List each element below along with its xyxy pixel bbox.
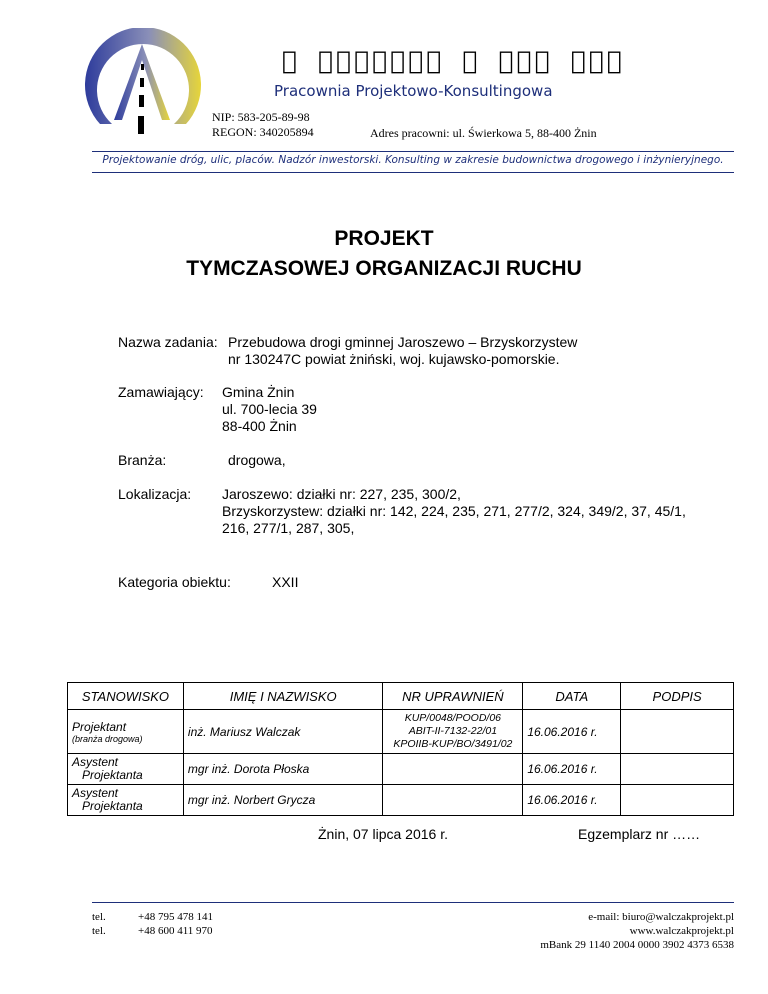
tagline: Projektowanie dróg, ulic, placów. Nadzór inwestorski. Konsulting w zakresie budownictwa drogowego i inżynieryjnego. bbox=[102, 154, 724, 166]
document-title-line-2: TYMCZASOWEJ ORGANIZACJI RUCHU bbox=[186, 257, 582, 280]
license-line-3: KPOIIB-KUP/BO/3491/02 bbox=[393, 738, 513, 750]
company-subtitle: Pracownia Projektowo-Konsultingowa bbox=[274, 82, 553, 100]
license-line-2: ABIT-II-7132-22/01 bbox=[408, 725, 498, 737]
company-logo bbox=[78, 28, 208, 140]
location-label: Lokalizacja: bbox=[118, 486, 192, 502]
name-cell: mgr inż. Norbert Grycza bbox=[183, 785, 383, 816]
email: e-mail: biuro@walczakprojekt.pl bbox=[588, 911, 734, 923]
role-note: (branża drogowa) bbox=[72, 733, 143, 744]
date-cell: 16.06.2016 r. bbox=[523, 785, 621, 816]
category-label: Kategoria obiektu: bbox=[118, 574, 231, 590]
company-name:                     bbox=[282, 46, 625, 75]
location-line-1: Jaroszewo: działki nr: 227, 235, 300/2, bbox=[222, 486, 461, 502]
license-line-1: KUP/0048/POOD/06 bbox=[404, 712, 502, 724]
office-address: Adres pracowni: ul. Świerkowa 5, 88-400 Żnin bbox=[370, 126, 597, 140]
branch-label: Branża: bbox=[118, 452, 167, 468]
category-value: XXII bbox=[272, 574, 299, 590]
table-header-row bbox=[68, 683, 734, 710]
client-line-1: Gmina Żnin bbox=[222, 384, 295, 400]
copy-number: Egzemplarz nr …… bbox=[578, 826, 701, 842]
header-date: DATA bbox=[523, 683, 621, 710]
website: www.walczakprojekt.pl bbox=[629, 925, 734, 937]
signature-cell bbox=[621, 710, 734, 754]
header-position: STANOWISKO bbox=[68, 683, 184, 710]
role-line-1: Asystent bbox=[72, 755, 119, 769]
branch-value: drogowa, bbox=[228, 452, 286, 468]
task-value-line-1: Przebudowa drogi gminnej Jaroszewo – Brzyskorzystew bbox=[228, 334, 578, 350]
table-row bbox=[68, 754, 734, 785]
role-line-1: Asystent bbox=[72, 786, 119, 800]
header-name: IMIĘ I NAZWISKO bbox=[183, 683, 383, 710]
location-line-3: 216, 277/1, 287, 305, bbox=[222, 520, 355, 536]
name-cell: mgr inż. Dorota Płoska bbox=[183, 754, 383, 785]
header-rule-top bbox=[92, 151, 734, 152]
header-license: NR UPRAWNIEŃ bbox=[383, 683, 523, 710]
tel-label-2: tel. bbox=[92, 925, 106, 937]
role-line-2: Projektanta bbox=[82, 768, 143, 782]
date-cell: 16.06.2016 r. bbox=[523, 754, 621, 785]
license-cell bbox=[383, 754, 523, 785]
place-date: Żnin, 07 lipca 2016 r. bbox=[318, 826, 448, 842]
header-signature: PODPIS bbox=[621, 683, 734, 710]
tel-2: +48 600 411 970 bbox=[138, 925, 213, 937]
table-row bbox=[68, 710, 734, 754]
nip: NIP: 583-205-89-98 bbox=[212, 110, 310, 124]
table-row bbox=[68, 785, 734, 816]
client-line-2: ul. 700-lecia 39 bbox=[222, 401, 317, 417]
task-label: Nazwa zadania: bbox=[118, 334, 218, 350]
client-line-3: 88-400 Żnin bbox=[222, 418, 297, 434]
license-cell bbox=[383, 785, 523, 816]
location-line-2: Brzyskorzystew: działki nr: 142, 224, 235, 271, 277/2, 324, 349/2, 37, 45/1, bbox=[222, 503, 686, 519]
tel-1: +48 795 478 141 bbox=[138, 911, 213, 923]
task-value-line-2: nr 130247C powiat żniński, woj. kujawsko-pomorskie. bbox=[228, 351, 560, 367]
signature-cell bbox=[621, 785, 734, 816]
role-cell bbox=[68, 754, 184, 785]
document-title-line-1: PROJEKT bbox=[334, 227, 434, 250]
signature-cell bbox=[621, 754, 734, 785]
header-rule-bottom bbox=[92, 172, 734, 173]
name-cell: inż. Mariusz Walczak bbox=[183, 710, 383, 754]
signature-table bbox=[67, 682, 734, 816]
date-cell: 16.06.2016 r. bbox=[523, 710, 621, 754]
role: Projektant bbox=[72, 719, 127, 734]
tel-label-1: tel. bbox=[92, 911, 106, 923]
role-cell bbox=[68, 710, 184, 754]
role-line-2: Projektanta bbox=[82, 799, 143, 813]
bank-account: mBank 29 1140 2004 0000 3902 4373 6538 bbox=[540, 939, 734, 951]
client-label: Zamawiający: bbox=[118, 384, 204, 400]
role-cell bbox=[68, 785, 184, 816]
footer-rule bbox=[92, 902, 734, 903]
license-cell bbox=[383, 710, 523, 754]
regon: REGON: 340205894 bbox=[212, 125, 314, 139]
